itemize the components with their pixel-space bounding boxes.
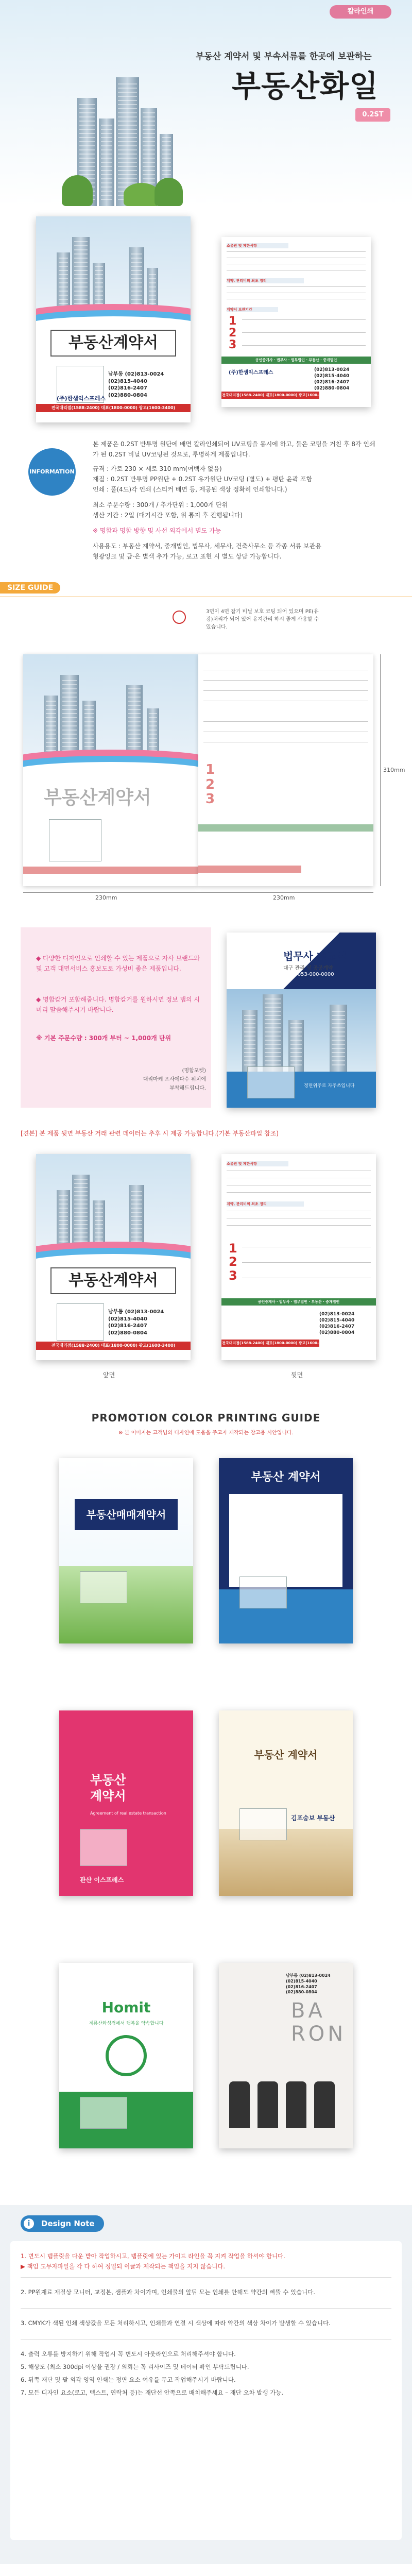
promo-thumb-1 [59,1458,193,1643]
information-section [0,433,412,577]
promo-6-phones: 남부동 (02)813-0024 (02)815-4040 (02)816-2407 (02)880-0804 [286,1973,331,1995]
promo-3-sub: Agreement of real estate transaction [90,1811,166,1816]
promo-thumb-2 [219,1458,353,1643]
back-head-2: 계약, 관리비의 최초 정리 [227,278,304,283]
sample-red-bar: 전국대리점(1588-2400) 대표(1800-0000) 광고(1600-3400) [36,1342,191,1350]
note-2: 2. PP원재료 재질상 모니터, 교정본, 샘플과 차이가며, 인쇄물의 앞뒤 모는 인쇄를 안해도 약간의 삐뚤 수 있습니다. [21,2289,315,2296]
size-cover-title: 부동산계약서 [44,787,151,808]
info-item-6: 사용용도 : 부동산 계약서, 중개법인, 법무사, 세무사, 건축사무소 등 각종 서류 보관용 [93,543,321,550]
note-6: 6. 뒤쪽 재단 및 팔 외각 영역 인쇄는 정면 요소 여유를 두고 작업해주시기 바랍니다. [21,2376,236,2383]
feature-line-2: ◆ 명합칼거 포함해줍니다. 명함칼거를 원하시면 정보 탭의 시 미리 말씀해주시기 바랍니다. [36,996,200,1014]
back-head-1: 소유권 및 제한사항 [227,243,288,248]
sample-front [36,1154,191,1360]
size-guide-section [0,577,412,912]
product-section [0,206,412,433]
ad-sample-card [227,933,376,1108]
promo-thumb-5 [59,1963,193,2148]
sample-back-phones: (02)813-0024 (02)815-4040 (02)816-2407 (02)880-0804 [319,1312,355,1336]
sample-back-head-2: 계약, 관리비의 최초 정리 [227,1201,304,1207]
info-intro: 본 제품은 0.2ST 반투명 원단에 배면 칼라인쇄되어 UV코팅을 동시에 하고, 둘은 코팅을 거친 후 8각 인쇄가 된 0.2ST 비닐 UV코팅된 것으로, 투명하게 제품입니다. [93,440,375,459]
info-icon: i [24,2218,34,2229]
information-badge: INFORMATION [28,448,76,496]
promo-6-title-2: RON [291,2022,347,2046]
thickness-badge: 0.2ST [355,108,390,122]
sample-section [0,1128,412,1396]
promo-thumb-6 [219,1963,353,2148]
sample-green-bar: 공인중개사 · 법무사 · 법무법인 · 부동산 · 중개법인 [221,1298,376,1306]
back-label: 뒷면 [291,1371,303,1379]
size-callout: 3면이 4면 잡기 비닐 보호 코팅 되어 있으며 PE(유광)처리가 되어 있어 유지관리 하시 좋게 사용할 수 있습니다. [206,609,319,630]
cover-title: 부동산계약서 [50,330,176,357]
info-item-7: 형광잉크 및 금·은 별색 추가 가능, 로고 표현 시 별도 상담 가능합니다. [93,553,282,560]
size-back-panel: 1 2 3 [198,654,373,886]
note-5: 5. 해상도 (최소 300dpi 이상을 권장 / 의뢰는 꼭 리사이즈 및 데이터 확인 부탁드립니다. [21,2363,249,2370]
sample-notice: [견본] 본 제품 뒷면 부동산 거래 관련 데이터는 추후 시 제공 가능합니다.(기본 부동산파일 참조) [21,1130,279,1137]
info-item-2: 재질 : 0.2ST 반투명 PP원단 + 0.2ST 유가원단 UV코팅 (별도) + 평탄 윤곽 포함 [93,476,313,483]
promo-6-title-1: BA [291,1999,325,2023]
promo-4-title: 부동산 계약서 [254,1749,318,1761]
feature-line-1: ◆ 다양한 디자인으로 인쇄할 수 있는 제품으로 자사 브랜드와 및 고객 대면서비스 홍보도로 가성비 좋은 제품입니다. [36,955,200,973]
info-item-5: 생산 기간 : 2일 (대기시간 포함, 위 통지 후 진행됩니다) [93,512,243,519]
promo-5-sub: 계룡산화성점에서 행복을 약속합니다 [89,2021,164,2026]
promotion-section [0,1396,412,2205]
note-4: 4. 출력 오류를 방지하기 위해 작업시 꼭 변도시 아웃라인으로 처리해주셔야 합니다. [21,2350,236,2358]
promo-subtitle: ※ 본 이미지는 고객님의 디자인에 도움을 주고자 제작되는 참고용 시안입니다. [118,1430,294,1436]
back-office-name: (주)한샘익스프레스 [229,370,273,376]
cover-red-bar: 전국대리점(1588-2400) 대표(1800-0000) 광고(1600-3400) [36,404,191,412]
design-note-title: Design Note [21,2215,104,2232]
promo-thumb-3 [59,1710,193,1896]
ad-sample-phone: TEL : 053-000-0000 [283,972,334,977]
hero-section [0,0,412,206]
ad-sample-sub: 대구 관리 및 공공계약 [283,965,333,971]
info-item-4: 최소 주문수량 : 300개 / 추가단위 : 1,000개 단위 [93,501,228,509]
hero-subtitle: 부동산 계약서 및 부속서류를 한곳에 보관하는 [196,52,372,62]
back-cover-mockup: 소유권 및 제한사항 계약, 관리비의 최초 정리 계약서 보관기간 1 2 3 공인중개사 · 법무사 · 법무법인 · 부동산 · 중개법인 (주)한샘익스프레스 (02)813-0024 (02)815-4040 (02)816-2407 (02)880-0804 전국대리점(1588-2400) 대표(1800-0000) 광고(1600-3400) [221,237,371,407]
promo-3-title: 부동산 계약서 [90,1773,126,1804]
width-right-label: 230mm [273,894,295,901]
promo-4-brand: 김포숭보 부동산 [291,1815,335,1822]
width-left-label: 230mm [95,894,117,901]
note-3: 3. CMYK가 색된 인쇄 색상값을 모든 처리하시고, 인쇄물과 연결 시 색상에 따라 약간의 색상 차이가 발생할 수 있습니다. [21,2319,331,2327]
info-note: ※ 명함과 명함 방향 및 사선 외각에서 별도 가능 [93,527,221,534]
hero-badge: 칼라인쇄 [330,5,391,19]
feature-line-3: ※ 기본 주문수량 : 300개 부터 ~ 1,000개 단위 [36,1035,171,1042]
height-label: 310mm [383,767,405,773]
ad-sample-title: 법무사 배도식 [283,950,347,962]
features-section [0,912,412,1128]
back-red-bar: 전국대리점(1588-2400) 대표(1800-0000) 광고(1600-3400) [221,392,319,399]
hero-title: 부동산화일 [232,69,379,104]
promo-2-title: 부동산 계약서 [251,1471,321,1484]
sample-phones: 남부동 (02)813-0024 (02)815-4040 (02)816-2407 (02)880-0804 [108,1309,164,1336]
back-phones: (02)813-0024 (02)815-4040 (02)816-2407 (02)880-0804 [314,367,350,392]
info-item-3: 인쇄 : 풀(4도)각 인쇄 (스티커 배면 등, 제공된 색상 정확히 인쇄합니다.) [93,486,287,493]
homit-logo-icon [106,2035,147,2076]
cover-office-name: (주)한샘익스프레스 [57,395,106,402]
design-note-section [0,2205,412,2564]
back-green-bar: 공인중개사 · 법무사 · 법무법인 · 부동산 · 중개법인 [221,357,371,364]
promo-3-brand: 관산 이스프레스 [80,1876,124,1884]
promo-5-brand: Homit [101,1999,151,2016]
sample-back: 소유권 및 제한사항 계약, 관리비의 최초 정리 1 2 3 공인중개사 · 법무사 · 법무법인 · 부동산 · 중개법인 (02)813-0024 (02)815-4040 (02)816-2407 (02)880-0804 전국대리점(1588-2400) 대표(1800-0000) 광고(1600-3400) [221,1154,376,1360]
back-head-3: 계약서 보관기간 [227,307,278,312]
note-7: 7. 모든 디자인 요소(로고, 텍스트, 연락처 등)는 재단선 안쪽으로 배치해주세요 – 재단 오차 발생 가능. [21,2389,283,2396]
promo-title: PROMOTION COLOR PRINTING GUIDE [91,1412,321,1424]
size-guide-label: SIZE GUIDE [0,582,60,594]
front-label: 앞면 [103,1371,115,1379]
sample-back-head-1: 소유권 및 제한사항 [227,1161,288,1166]
sample-back-red-bar: 전국대리점(1588-2400) 대표(1800-0000) 광고(1600-3400) [221,1340,319,1347]
info-item-1: 규격 : 가로 230 × 세로 310 mm(여백자 없음) [93,465,222,472]
note-1: 1. 변도시 템플릿을 다운 받아 작업하시고, 템플릿에 있는 가이드 라인을 꼭 지켜 작업을 하셔야 합니다. [21,2252,285,2260]
promo-thumb-4 [219,1710,353,1896]
front-cover-mockup [36,216,191,422]
sample-cover-title: 부동산계약서 [50,1267,176,1294]
ad-caption: (명함포켓) 대리마케 프사에다수 위치에 부착해드립니다. [143,1068,206,1091]
cover-phones: 남부동 (02)813-0024 (02)815-4040 (02)816-2407 (02)880-0804 [108,371,164,398]
promo-1-title: 부동산매매계약서 [75,1499,178,1530]
ad-sample-front: 정면위주로 자주쓰입니다 [304,1083,355,1089]
size-front-panel [23,654,198,886]
note-1b: ▶ 책임 도무자파일을 각 다 하여 정밀되 이글과 제작되는 책임을 지지 않습니다. [21,2263,226,2270]
